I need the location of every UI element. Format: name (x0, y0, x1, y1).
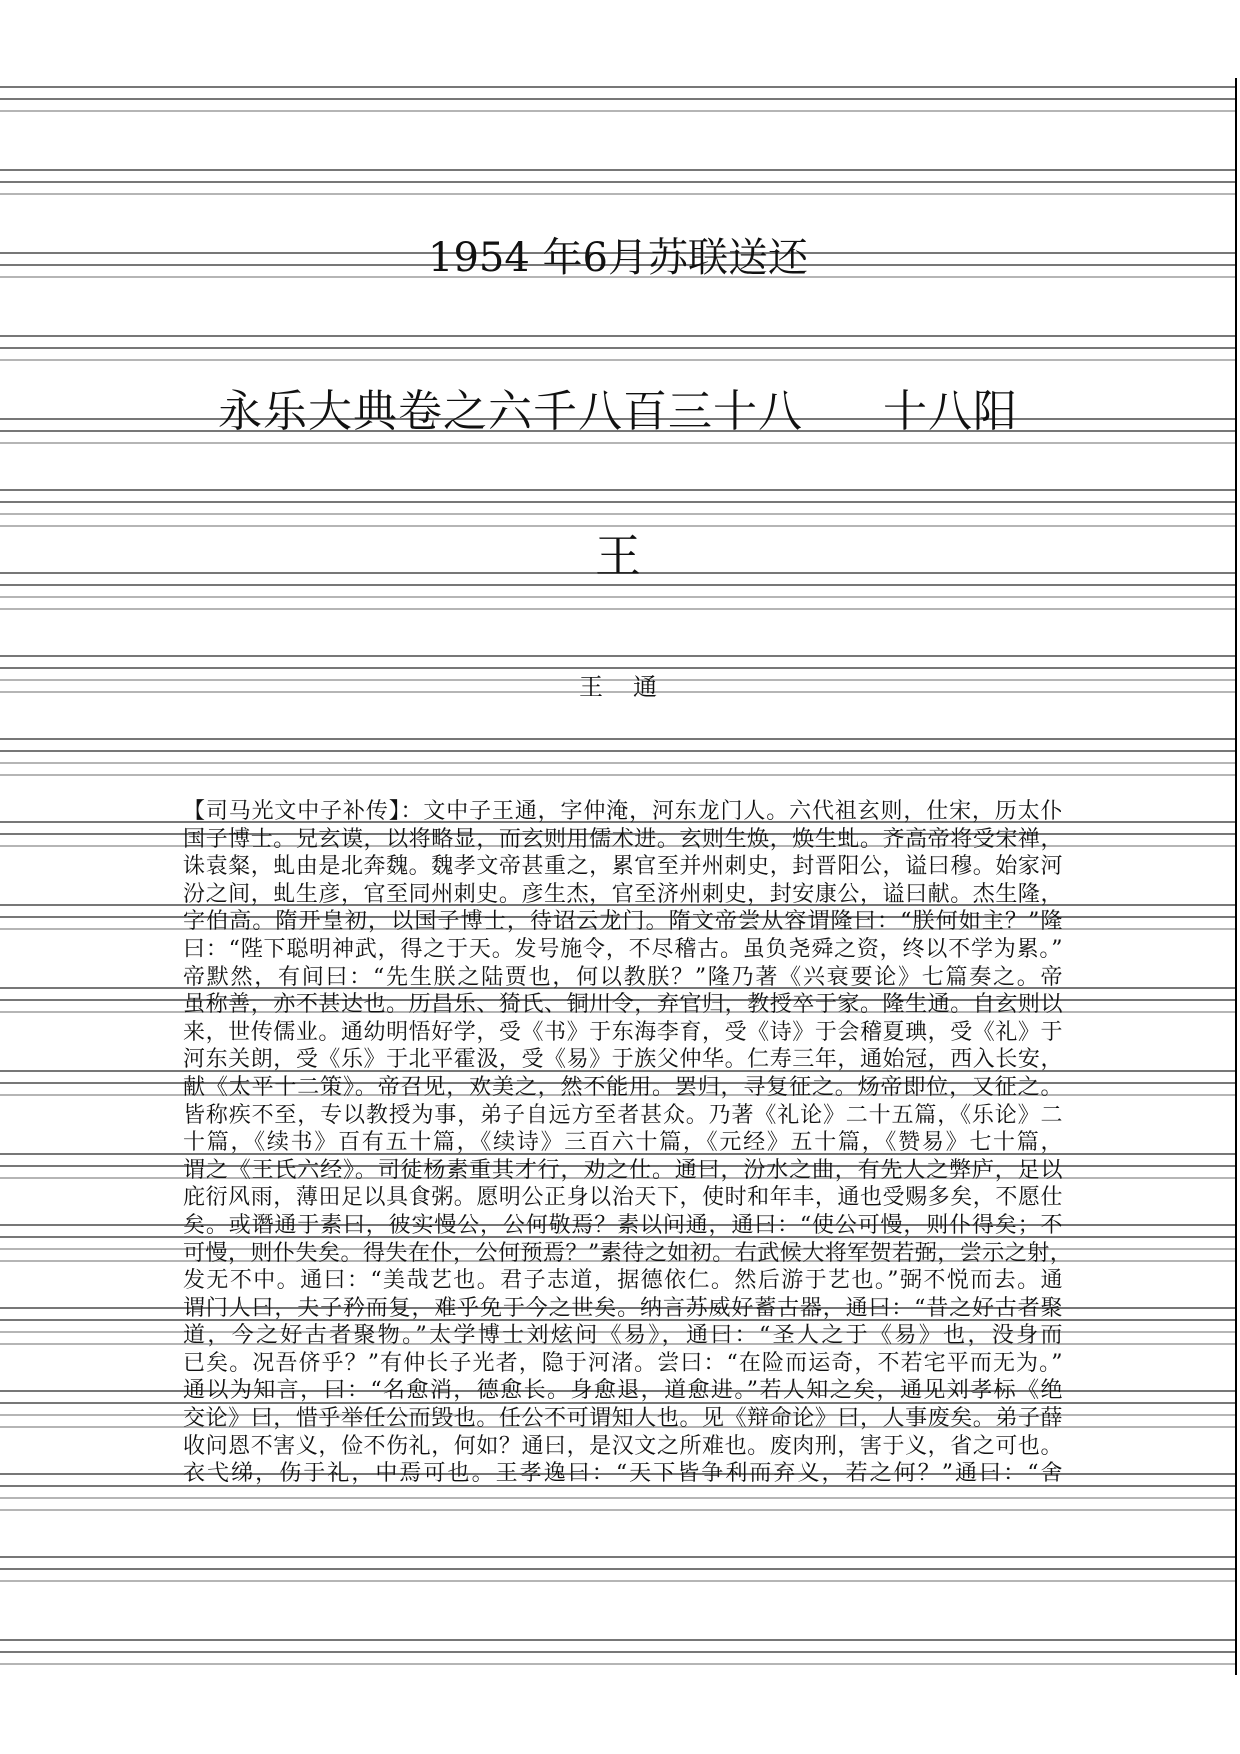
volume-title-main: 永乐大典卷之六千八百三十八 (218, 386, 803, 437)
ruled-line (0, 750, 1236, 752)
volume-title-rhyme: 十八阳 (883, 386, 1018, 437)
body-text (183, 798, 1073, 1488)
body-line: 通以为知言，曰：“名愈消，德愈长。身愈退，道愈进。”若人知之矣，通见刘孝标《绝 (183, 1378, 1063, 1404)
ruled-line (0, 1651, 1236, 1653)
ruled-line (0, 335, 1236, 337)
ruled-line (0, 110, 1236, 112)
body-line: 谓门人曰，夫子矜而复，难乎免于今之世矣。纳言苏威好蓄古器，通曰：“昔之好古者聚 (183, 1295, 1063, 1321)
ruled-line (0, 1568, 1236, 1570)
body-line: 谓之《王氏六经》。司徒杨素重其才行，劝之仕。通曰，汾水之曲，有先人之弊庐，足以 (183, 1157, 1063, 1183)
body-line: 【司马光文中子补传】：文中子王通，字仲淹，河东龙门人。六代祖玄则，仕宋，历太仆 (183, 799, 1063, 824)
ruled-line (0, 181, 1236, 183)
body-line: 来，世传儒业。通幼明悟好学，受《书》于东海李育，受《诗》于会稽夏琠，受《礼》于 (183, 1019, 1063, 1045)
body-line: 皆称疾不至，专以教授为事，弟子自远方至者甚众。乃著《礼论》二十五篇，《乐论》二 (183, 1102, 1063, 1128)
body-line: 衣弋绨，伤于礼，中焉可也。王孝逸曰：“天下皆争利而弃义，若之何？”通曰：“舍 (183, 1461, 1063, 1487)
ruled-line (0, 98, 1236, 100)
body-line: 献《太平十二策》。帝召见，欢美之，然不能用。罢归，寻复征之。炀帝即位，又征之。 (183, 1074, 1063, 1100)
entry-surname: 王 (579, 673, 603, 701)
ruled-line (0, 1556, 1236, 1558)
body-line: 发无不中。通曰：“美哉艺也。君子志道，据德依仁。然后游于艺也。”弼不悦而去。通 (183, 1268, 1063, 1294)
body-line: 可慢，则仆失矣。得失在仆，公何预焉？”素待之如初。右武候大将军贺若弼，尝示之射， (183, 1240, 1073, 1266)
body-line: 庇衍风雨，薄田足以具食粥。愿明公正身以治天下，使时和年丰，通也受赐多矣，不愿仕 (183, 1185, 1063, 1211)
ruled-line (0, 86, 1236, 88)
body-line: 曰：“陛下聪明神武，得之于天。发号施令，不尽稽古。虽负尧舜之资，终以不学为累。” (183, 936, 1063, 962)
body-line: 诛袁粲，虬由是北奔魏。魏孝文帝甚重之，累官至并州刺史，封晋阳公，谥曰穆。始家河 (183, 854, 1063, 880)
ruled-line (0, 501, 1236, 503)
ruled-line (0, 1509, 1236, 1511)
body-line: 国子博士。兄玄谟，以将略显，而玄则用儒术进。玄则生焕，焕生虬。齐高帝将受宋禅， (183, 826, 1063, 852)
ruled-line (0, 655, 1236, 657)
ruled-line (0, 596, 1236, 598)
body-line: 道，今之好古者聚物。”太学博士刘炫问《易》，通曰：“圣人之于《易》也，没身而 (183, 1323, 1063, 1349)
body-line: 河东关朗，受《乐》于北平霍汲，受《易》于族父仲华。仁寿三年，通始冠，西入长安， (183, 1047, 1063, 1073)
ruled-line (0, 738, 1236, 740)
body-line: 十篇，《续书》百有五十篇，《续诗》三百六十篇，《元经》五十篇，《赞易》七十篇， (183, 1130, 1063, 1156)
body-line: 虽称善，亦不甚达也。历昌乐、猗氏、铜川令，弃官归，教授卒于家。隆生通。自玄则以 (183, 992, 1063, 1018)
ruled-line (0, 193, 1236, 195)
body-line: 矣。或谮通于素曰，彼实慢公，公何敬焉？素以问通，通曰：“使公可慢，则仆得矣；不 (183, 1212, 1063, 1238)
body-line: 帝默然，有间曰：“先生朕之陆贾也，何以教朕？”隆乃著《兴衰要论》七篇奏之。帝 (183, 964, 1063, 990)
body-line: 已矣。况吾侪乎？”有仲长子光者，隐于河渚。尝曰：“在险而运奇，不若宅平而无为。” (183, 1350, 1063, 1376)
ruled-line (0, 762, 1236, 764)
ruled-line (0, 489, 1236, 491)
ruled-line (0, 359, 1236, 361)
entry-heading (0, 667, 1236, 702)
right-margin-line (1235, 78, 1237, 1675)
body-line: 收问恩不害义，俭不伤礼，何如？通曰，是汉文之所难也。废肉刑，害于义，省之可也。 (183, 1433, 1063, 1459)
volume-title (0, 375, 1236, 439)
ruled-line (0, 442, 1236, 444)
ruled-line (0, 1580, 1236, 1582)
ruled-line (0, 1497, 1236, 1499)
body-line: 汾之间，虬生彦，官至同州刺史。彦生杰，官至济州刺史，封安康公，谥曰献。杰生隆， (183, 881, 1063, 907)
ruled-line (0, 1639, 1236, 1641)
header-note: 1954 年6月苏联送还 (428, 235, 808, 281)
entry-given-name: 通 (633, 673, 657, 701)
ruled-line (0, 608, 1236, 610)
ruled-line (0, 513, 1236, 515)
ruled-line (0, 169, 1236, 171)
ruled-line (0, 347, 1236, 349)
ruled-line (0, 774, 1236, 776)
body-line: 字伯高。隋开皇初，以国子博士，待诏云龙门。隋文帝尝从容谓隆曰：“朕何如主？”隆 (183, 909, 1063, 935)
body-line: 交论》曰，惜乎举任公而毁也。任公不可谓知人也。见《辩命论》曰，人事废矣。弟子薛 (183, 1406, 1063, 1432)
ruled-line (0, 1663, 1236, 1665)
rhyme-character: 王 (595, 529, 641, 583)
